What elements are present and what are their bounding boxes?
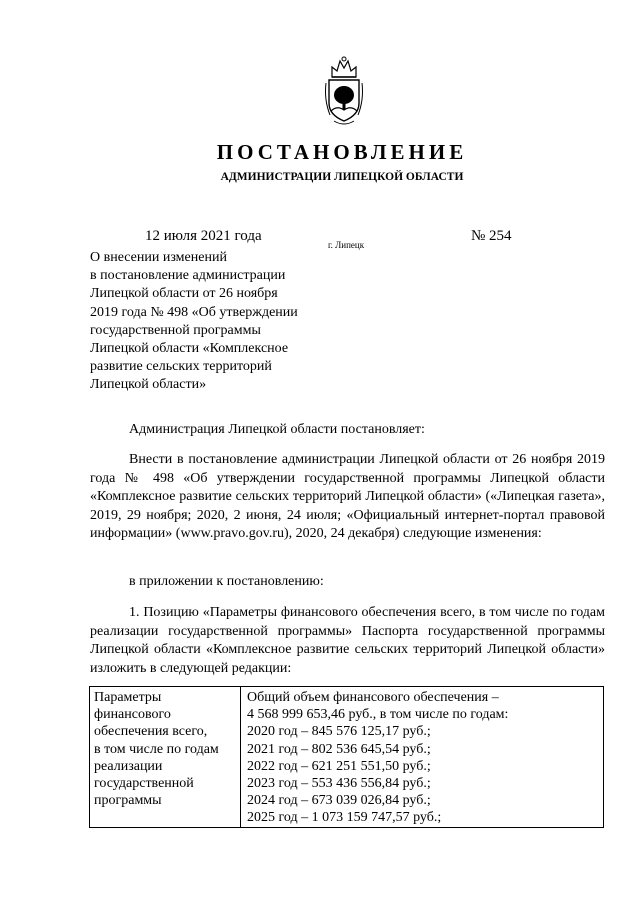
- table-value-line: 2024 год – 673 039 026,84 руб.;: [247, 793, 431, 809]
- table-value-line: 2025 год – 1 073 159 747,57 руб.;: [247, 810, 442, 826]
- table-value-line: 2020 год – 845 576 125,17 руб.;: [247, 724, 431, 740]
- table-value-line: Общий объем финансового обеспечения –: [247, 690, 499, 705]
- table-value-line: 4 568 999 653,46 руб., в том числе по годам:: [247, 707, 509, 723]
- document-date: 12 июля 2021 года: [145, 228, 262, 244]
- subject-line: в постановление администрации: [90, 268, 286, 284]
- table-label-line: программы: [94, 793, 162, 809]
- financing-table-value-cell: [241, 687, 603, 827]
- appendix-note: в приложении к постановлению:: [129, 574, 324, 589]
- subject-line: О внесении изменений: [90, 250, 227, 265]
- table-label-line: финансового: [94, 707, 171, 723]
- table-value-line: 2022 год – 621 251 551,50 руб.;: [247, 758, 431, 774]
- financing-table: [89, 686, 604, 828]
- table-label-line: реализации: [94, 758, 163, 774]
- item-one-paragraph: 1. Позицию «Параметры финансового обеспечения всего, в том числе по годам реализации государственной программы» Паспорта государственной программы Липецкой области «Комплексное развитие сельских территорий Липецкой области» изложить в следующей редакции:: [90, 605, 605, 676]
- coat-of-arms-emblem: [322, 55, 366, 127]
- financing-table-label-cell: [90, 687, 241, 827]
- table-label-line: в том числе по годам: [94, 741, 219, 757]
- document-number: № 254: [471, 228, 512, 244]
- resolution-paragraph: Внести в постановление администрации Липецкой области от 26 ноября 2019 года № 498 «Об утверждении государственной программы Липецкой области «Комплексное развитие сельских территорий Липецкой области» («Липецкая газета», 2019, 29 ноября; 2020, 2 июня, 24 июля; «Официальный интернет-портал правовой информации» (www.pravo.gov.ru), 2020, 24 декабря) следующие изменения:: [90, 452, 605, 542]
- subject-line: 2019 года № 498 «Об утверждении: [90, 304, 298, 320]
- document-city: г. Липецк: [328, 240, 365, 250]
- subject-line: Липецкой области»: [90, 377, 207, 393]
- document-title: ПОСТАНОВЛЕНИЕ: [216, 140, 468, 164]
- document-subject: [90, 249, 340, 395]
- subject-line: государственной программы: [90, 322, 261, 338]
- table-value-line: 2021 год – 802 536 645,54 руб.;: [247, 741, 431, 757]
- table-value-line: 2023 год – 553 436 556,84 руб.;: [247, 776, 431, 792]
- table-label-line: обеспечения всего,: [94, 724, 208, 740]
- resolution-intro: Администрация Липецкой области постановляет:: [129, 422, 425, 437]
- table-label-line: Параметры: [94, 690, 162, 705]
- subject-line: Липецкой области от 26 ноября: [90, 286, 278, 302]
- subject-line: Липецкой области «Комплексное: [90, 341, 289, 357]
- table-label-line: государственной: [94, 776, 194, 792]
- document-subtitle: АДМИНИСТРАЦИИ ЛИПЕЦКОЙ ОБЛАСТИ: [220, 171, 464, 183]
- subject-line: развитие сельских территорий: [90, 359, 272, 375]
